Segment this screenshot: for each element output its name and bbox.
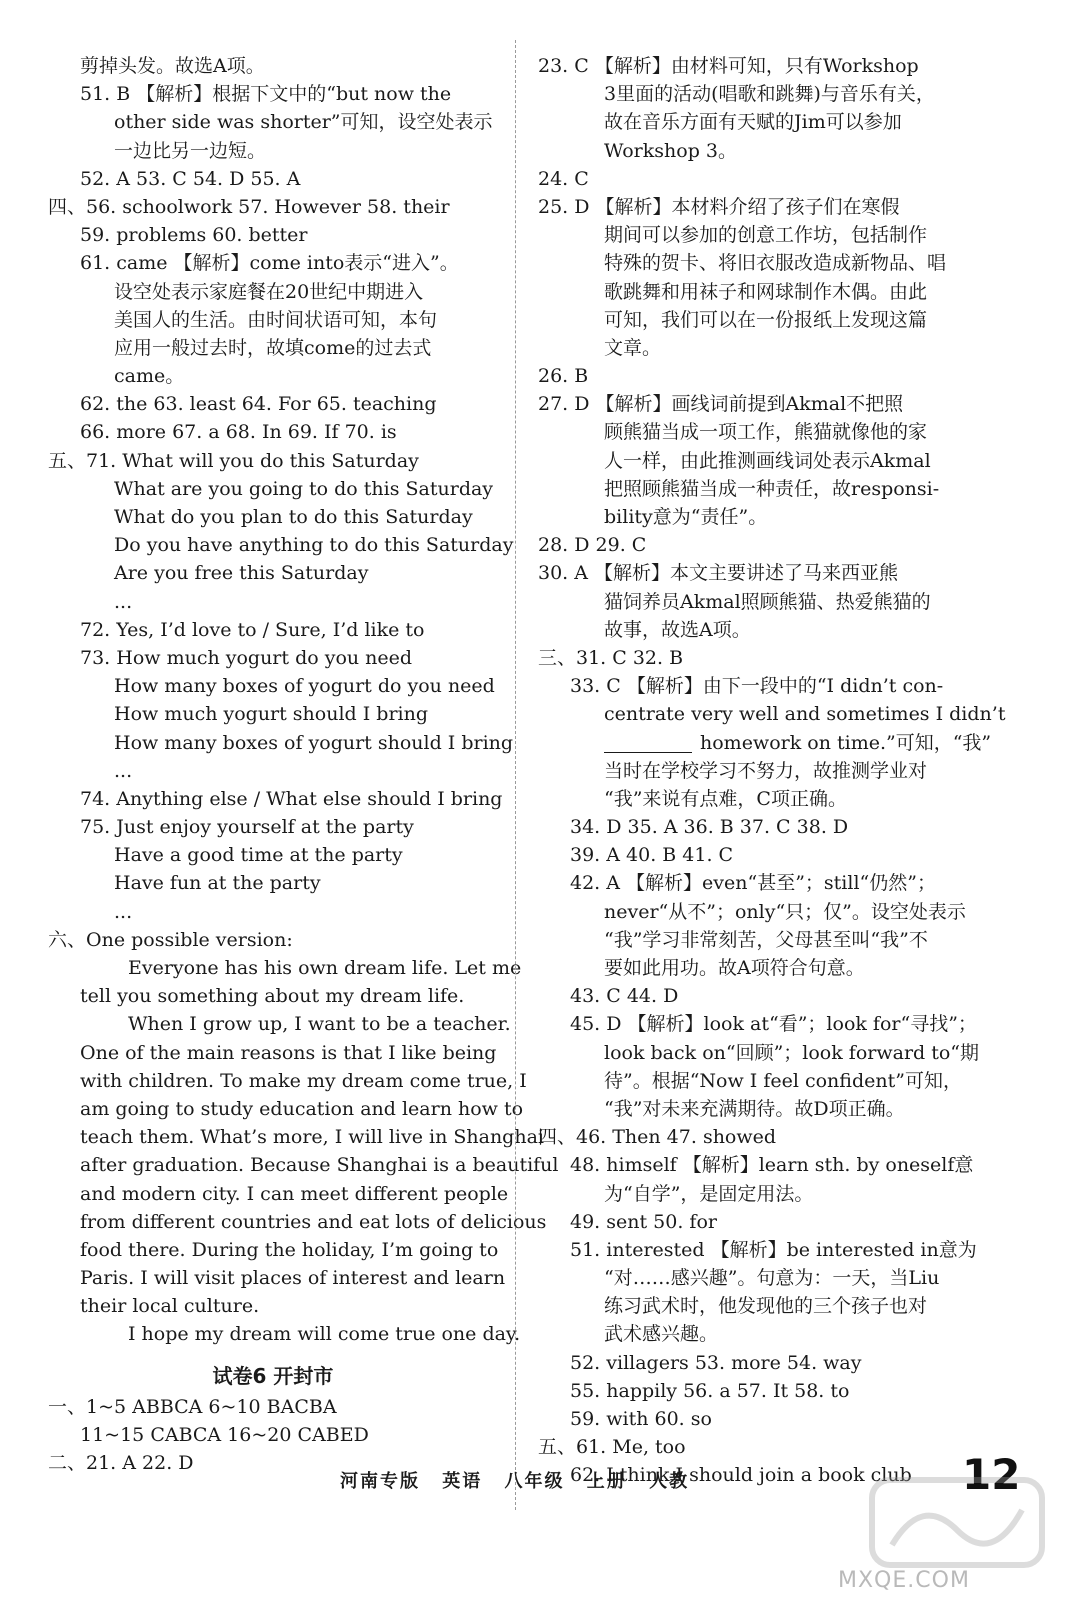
answer-line — [48, 1208, 547, 1236]
answer-text: am going to study education and learn how to — [80, 1097, 524, 1120]
answer-line — [538, 1292, 1016, 1320]
answer-text: 59. problems 60. better — [80, 224, 308, 247]
answer-line — [48, 982, 498, 1010]
answer-text: 剪掉头发。故选A项。 — [80, 55, 265, 77]
answer-line — [538, 52, 1016, 80]
answer-line — [538, 390, 1016, 418]
answer-text: 34. D 35. A 36. B 37. C 38. D — [570, 816, 849, 839]
answer-text: When I grow up, I want to be a teacher. — [128, 1013, 511, 1036]
answer-text: 72. Yes, I’d love to / Sure, I’d like to — [80, 618, 425, 641]
answer-line — [48, 52, 498, 80]
answer-text: 六、One possible version: — [48, 928, 293, 951]
answer-text: 故在音乐方面有天赋的Jim可以参加 — [604, 111, 902, 134]
answer-line — [48, 1010, 511, 1038]
answer-text: 43. C 44. D — [570, 985, 679, 1008]
answer-line — [538, 954, 1016, 982]
answer-line — [48, 1264, 506, 1292]
answer-line — [538, 1377, 1016, 1405]
answer-text: and modern city. I can meet different people — [80, 1182, 509, 1205]
answer-line — [48, 503, 498, 531]
exam-title: 试卷6 开封市 — [212, 1363, 334, 1388]
answer-text: “对……感兴趣”。句意为：一天，当Liu — [604, 1267, 940, 1290]
answer-line — [538, 193, 1016, 221]
answer-line — [48, 390, 498, 418]
answer-line — [538, 531, 1016, 559]
answer-line — [538, 1405, 1016, 1433]
answer-text: 39. A 40. B 41. C — [570, 844, 734, 867]
answer-text: bility意为“责任”。 — [604, 506, 768, 528]
answer-text: How many boxes of yogurt should I bring — [114, 731, 514, 754]
answer-text: ... — [114, 590, 133, 613]
answer-line — [48, 1236, 498, 1264]
answer-line — [48, 531, 514, 559]
answer-text: 五、61. Me, too — [538, 1436, 686, 1459]
answer-text: 45. D 【解析】look at“看”；look for“寻找”； — [570, 1013, 977, 1036]
answer-line — [48, 785, 503, 813]
answer-text: ... — [114, 900, 133, 923]
answer-text: 26. B — [538, 365, 589, 388]
answer-line — [538, 418, 1016, 446]
page-number: 12 — [962, 1450, 1021, 1499]
answer-text: 可知，我们可以在一份报纸上发现这篇 — [604, 308, 928, 331]
answer-text: Paris. I will visit places of interest and learn — [80, 1267, 506, 1290]
answer-text: 故事，故选A项。 — [604, 618, 751, 641]
answer-text: 62. I think I should join a book club — [570, 1464, 912, 1487]
answer-line — [48, 1067, 527, 1095]
answer-text: 52. A 53. C 54. D 55. A — [80, 167, 301, 190]
answer-line — [48, 1095, 524, 1123]
answer-text: Everyone has his own dream life. Let me — [128, 957, 522, 979]
answer-text: 应用一般过去时，故填come的过去式 — [114, 336, 432, 359]
answer-text: 52. villagers 53. more 54. way — [570, 1351, 862, 1374]
answer-text: 当时在学校学习不努力，故推测学业对 — [604, 759, 928, 782]
answer-line — [48, 1180, 509, 1208]
answer-text: their local culture. — [80, 1295, 260, 1318]
answer-text: I hope my dream will come true one day. — [128, 1323, 521, 1346]
answer-line — [538, 1123, 1016, 1151]
answer-line — [48, 362, 498, 390]
answer-text: “我”对未来充满期待。故D项正确。 — [604, 1097, 905, 1120]
answer-text: look back on“回顾”；look forward to“期 — [604, 1041, 980, 1064]
answer-text: 五、71. What will you do this Saturday — [48, 449, 419, 472]
answer-line — [48, 475, 498, 503]
answer-text: One of the main reasons is that I like being — [80, 1041, 497, 1064]
answer-text: came。 — [114, 365, 185, 388]
answer-line — [538, 1433, 1016, 1461]
answer-text: 四、56. schoolwork 57. However 58. their — [48, 195, 450, 218]
answer-line — [538, 1010, 1016, 1038]
answer-text: 3里面的活动(唱歌和跳舞)与音乐有关， — [604, 83, 935, 106]
answer-text: Are you free this Saturday — [114, 562, 369, 585]
fill-blank — [604, 734, 692, 753]
answer-text: Workshop 3。 — [604, 139, 737, 162]
answer-text: What are you going to do this Saturday — [114, 477, 494, 500]
answer-line — [538, 869, 1016, 897]
answer-text: 59. with 60. so — [570, 1408, 712, 1430]
answer-line — [538, 616, 1016, 644]
answer-line — [538, 249, 1016, 277]
answer-line — [48, 1039, 498, 1067]
answer-text: tell you something about my dream life. — [80, 985, 465, 1008]
answer-text: 四、46. Then 47. showed — [538, 1126, 777, 1149]
answer-text: 为“自学”，是固定用法。 — [604, 1182, 814, 1205]
answer-text: 51. B 【解析】根据下文中的“but now the — [80, 83, 452, 106]
left-column — [48, 52, 559, 1477]
answer-text: food there. During the holiday, I’m going to — [80, 1238, 499, 1261]
answer-line — [48, 1320, 521, 1348]
answer-text: 一、1~5 ABBCA 6~10 BACBA — [48, 1395, 337, 1418]
answer-line — [48, 954, 522, 982]
answer-line — [48, 249, 498, 277]
answer-line — [538, 841, 1016, 869]
answer-line — [538, 475, 1016, 503]
answer-line — [538, 362, 1016, 390]
answer-text: 11~15 CABCA 16~20 CABED — [80, 1423, 369, 1446]
answer-text: 33. C 【解析】由下一段中的“I didn’t con- — [570, 675, 944, 698]
answer-text: Have a good time at the party — [114, 844, 403, 867]
answer-line — [538, 1039, 1016, 1067]
answer-text: 48. himself 【解析】learn sth. by oneself意 — [570, 1154, 974, 1177]
answer-line — [48, 588, 498, 616]
answer-text: from different countries and eat lots of delicious — [80, 1210, 547, 1233]
answer-text: 62. the 63. least 64. For 65. teaching — [80, 393, 437, 416]
answer-text: teach them. What’s more, I will live in Shanghai — [80, 1126, 544, 1149]
answer-line — [538, 644, 1016, 672]
answer-line — [538, 278, 1016, 306]
answer-text: centrate very well and sometimes I didn’t — [604, 703, 1006, 726]
answer-line — [538, 813, 1016, 841]
answer-text: never“从不”；only“只；仅”。设空处表示 — [604, 900, 966, 923]
answer-text: 文章。 — [604, 336, 662, 359]
answer-line — [48, 1151, 559, 1179]
answer-text: 25. D 【解析】本材料介绍了孩子们在寒假 — [538, 195, 900, 218]
answer-text: 66. more 67. a 68. In 69. If 70. is — [80, 421, 397, 444]
answer-line — [48, 757, 498, 785]
answer-text: after graduation. Because Shanghai is a beautiful — [80, 1154, 559, 1177]
answer-line — [538, 700, 1016, 728]
answer-line — [538, 729, 1016, 757]
answer-line — [538, 1264, 1016, 1292]
answer-line — [48, 672, 498, 700]
answer-text: 51. interested 【解析】be interested in意为 — [570, 1238, 977, 1261]
answer-line — [48, 700, 498, 728]
answer-line — [538, 757, 1016, 785]
answer-text: 要如此用功。故A项符合句意。 — [604, 957, 865, 979]
answer-line — [48, 1123, 544, 1151]
answer-line — [538, 559, 1016, 587]
answer-text: 24. C — [538, 167, 589, 190]
answer-text: homework on time.”可知，“我” — [700, 731, 992, 754]
answer-text: 猫饲养员Akmal照顾熊猫、热爱熊猫的 — [604, 590, 931, 613]
answer-text: 期间可以参加的创意工作坊，包括制作 — [604, 224, 928, 247]
answer-text: 人一样，由此推测画线词处表示Akmal — [604, 449, 931, 472]
answer-line — [538, 926, 1016, 954]
answer-line — [48, 137, 498, 165]
answer-line — [538, 588, 1016, 616]
right-column — [538, 52, 1016, 1490]
answer-line — [538, 503, 1016, 531]
answer-text: 三、31. C 32. B — [538, 646, 684, 669]
column-divider — [515, 40, 516, 1510]
answer-line — [48, 869, 498, 897]
answer-line — [538, 221, 1016, 249]
answer-text: How much yogurt should I bring — [114, 703, 429, 726]
answer-line — [538, 1095, 1016, 1123]
answer-line — [48, 418, 498, 446]
answer-text: 75. Just enjoy yourself at the party — [80, 816, 414, 839]
answer-line — [538, 80, 1016, 108]
answer-line — [48, 334, 498, 362]
watermark-text: MXQE.COM — [838, 1568, 970, 1593]
answer-text: Have fun at the party — [114, 872, 321, 895]
answer-line — [48, 813, 498, 841]
answer-line — [538, 898, 1016, 926]
answer-line — [48, 729, 514, 757]
answer-line — [538, 1208, 1016, 1236]
answer-text: 23. C 【解析】由材料可知，只有Workshop — [538, 55, 919, 77]
answer-text: 待”。根据“Now I feel confident”可知， — [604, 1069, 962, 1092]
answer-text: 练习武术时，他发现他的三个孩子也对 — [604, 1295, 928, 1318]
answer-line — [538, 1320, 1016, 1348]
answer-line — [48, 165, 498, 193]
answer-text: Do you have anything to do this Saturday — [114, 534, 514, 557]
answer-line — [538, 1151, 1016, 1179]
answer-text: 武术感兴趣。 — [604, 1323, 719, 1346]
answer-line — [538, 982, 1016, 1010]
answer-line — [48, 841, 498, 869]
answer-line — [538, 785, 1016, 813]
answer-text: 歌跳舞和用袜子和网球制作木偶。由此 — [604, 280, 928, 303]
answer-text: “我”学习非常刻苦，父母甚至叫“我”不 — [604, 928, 928, 951]
answer-line — [48, 80, 498, 108]
answer-line — [538, 306, 1016, 334]
answer-text: 61. came 【解析】come into表示“进入”。 — [80, 252, 459, 275]
answer-line — [538, 1236, 1016, 1264]
answer-line — [538, 1180, 1016, 1208]
answer-line — [538, 165, 1016, 193]
answer-line — [48, 1393, 498, 1421]
answer-text: 42. A 【解析】even“甚至”；still“仍然”； — [570, 872, 936, 895]
answer-text: 二、21. A 22. D — [48, 1452, 194, 1474]
answer-text: 把照顾熊猫当成一种责任，故responsi- — [604, 477, 940, 500]
answer-text: 27. D 【解析】画线词前提到Akmal不把照 — [538, 393, 904, 416]
answer-text: 55. happily 56. a 57. It 58. to — [570, 1379, 850, 1402]
answer-line — [48, 898, 498, 926]
answer-text: 一边比另一边短。 — [114, 139, 267, 162]
answer-line — [48, 278, 498, 306]
answer-line — [538, 1349, 1016, 1377]
answer-line — [538, 447, 1016, 475]
answer-text: other side was shorter”可知，设空处表示 — [114, 111, 493, 134]
footer-text: 河南专版 英语 八年级 上册 人教 — [340, 1471, 690, 1492]
answer-text: 49. sent 50. for — [570, 1210, 717, 1233]
answer-text: 顾熊猫当成一项工作，熊猫就像他的家 — [604, 421, 928, 444]
answer-line — [48, 616, 498, 644]
answer-text: “我”来说有点难，C项正确。 — [604, 787, 847, 810]
answer-text: ... — [114, 759, 133, 782]
answer-text: 30. A 【解析】本文主要讲述了马来西亚熊 — [538, 562, 899, 585]
answer-line — [48, 926, 498, 954]
answer-text: 特殊的贺卡、将旧衣服改造成新物品、唱 — [604, 252, 947, 275]
answer-text: How many boxes of yogurt do you need — [114, 675, 495, 698]
answer-text: 美国人的生活。由时间状语可知，本句 — [114, 308, 438, 331]
answer-line — [48, 1421, 498, 1449]
answer-line — [48, 108, 498, 136]
answer-text: with children. To make my dream come true, I — [80, 1069, 527, 1092]
answer-line — [48, 193, 498, 221]
answer-text: 设空处表示家庭餐在20世纪中期进入 — [114, 280, 424, 303]
answer-text: What do you plan to do this Saturday — [114, 506, 473, 528]
answer-line — [48, 221, 498, 249]
answer-line — [48, 644, 498, 672]
answer-line — [48, 306, 498, 334]
answer-line — [538, 137, 1016, 165]
answer-line — [538, 108, 1016, 136]
answer-line — [48, 559, 498, 587]
answer-text: 73. How much yogurt do you need — [80, 646, 413, 669]
answer-line — [48, 447, 498, 475]
answer-text: 74. Anything else / What else should I bring — [80, 787, 503, 810]
answer-line — [538, 672, 1016, 700]
answer-line — [48, 1292, 498, 1320]
answer-line — [538, 334, 1016, 362]
answer-line — [538, 1067, 1016, 1095]
answer-text: 28. D 29. C — [538, 534, 647, 557]
